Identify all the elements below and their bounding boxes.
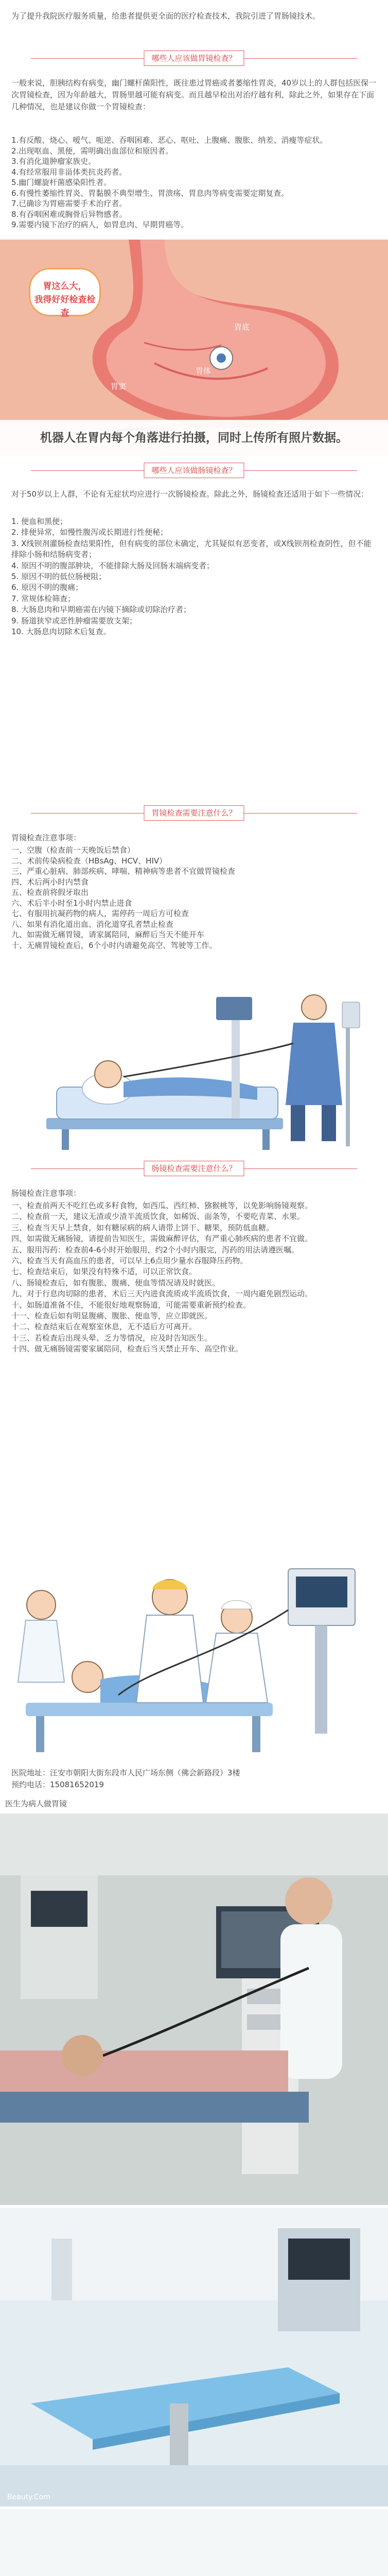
list-item: 6. 原因不明的腹痛； xyxy=(11,583,83,592)
list-item: 9. 肠道狭窄或恶性肿瘤需要放支架； xyxy=(11,616,137,625)
list-item: 三、严重心脏病、肺部疾病、哮喘、精神病等患者不宜做胃镜检查 xyxy=(11,867,236,876)
list-item: 十一、检查后如有明显腹痛、腹胀、便血等，应立即就医。 xyxy=(11,1311,213,1321)
list-item: 五、检查前将假牙取出 xyxy=(11,888,89,897)
section-title: 哪些人应该做胃镜检查？ xyxy=(144,50,244,66)
stomach-label-fundus: 胃底 xyxy=(234,323,250,332)
cartoon-drawing xyxy=(0,1548,388,1759)
photo-procedure-room xyxy=(0,2208,388,2506)
list-item: 七、检查结束后，如果没有特殊不适，可以正常饮食。 xyxy=(11,1267,197,1277)
list-item: 十四、做无痛肠镜需要家属陪同，检查后当天禁止开车、高空作业。 xyxy=(11,1344,243,1354)
section-title: 哪些人应该做肠镜检查？ xyxy=(144,463,244,478)
list-item: 七、有服用抗凝药物的病人，需停药一周后方可检查 xyxy=(11,909,189,918)
section-title: 胃镜检查需要注意什么？ xyxy=(144,805,244,821)
section2-intro: 对于50岁以上人群，不论有无症状均应进行一次肠镜检查。除此之外，肠镜检查还适用于如下一些情况： xyxy=(11,489,369,499)
list-item: 2. 排便异常，如慢性腹泻或长期进行性便秘； xyxy=(11,528,168,537)
bubble-text: 好好检查检查 xyxy=(51,295,96,318)
photo-recovery-room xyxy=(0,2509,388,2576)
gastroscopy-notes-list xyxy=(11,845,377,951)
list-item: 5. 原因不明的低位肠梗阻； xyxy=(11,572,107,582)
list-item: 4. 原因不明的腹部肿块，不能排除大肠及回肠末端病变者； xyxy=(11,561,215,570)
stomach-label-body: 胃体 xyxy=(196,366,211,376)
illustration-caption: 机器人在胃内每个角落进行拍摄，同时上传所有照片数据。 xyxy=(0,420,388,456)
bubble-text: 胃这么大， xyxy=(43,281,87,292)
list-item: 4.有经常服用非甾体类抗炎药者。 xyxy=(11,167,127,177)
list-item: 八、如果有消化道出血、消化道穿孔者禁止检查 xyxy=(11,919,174,929)
list-item: 8. 大肠息肉和早期癌需在内镜下摘除或切除治疗者； xyxy=(11,605,191,615)
list-item: 3. X线钡剂灌肠检查结果阳性，但有病变的部位未确定，尤其疑似有恶变者，或X线钡剂检查阴性，但不能排除小肠和结肠病变者； xyxy=(11,538,372,560)
hospital-address: 医院地址：汪安市朝阳大街东段市人民广场东侧（佛会新路段）3楼 xyxy=(11,1768,240,1777)
list-item: 五、服用泻药：检查前4-6小时开始服用，约2个小时内服完，泻药的用法请遵医嘱。 xyxy=(11,1245,299,1255)
list-item: 3.有消化道肿瘤家族史。 xyxy=(11,157,96,166)
recovery-room-photo xyxy=(0,2509,388,2576)
speech-bubble xyxy=(29,268,101,316)
list-item: 7. 常规体检筛查； xyxy=(11,594,76,603)
list-item: 一、空腹（检查前一天晚饭后禁食） xyxy=(11,845,135,855)
list-item: 5.幽门螺旋杆菌感染阳性者。 xyxy=(11,178,112,187)
list-item: 四、术后两小时内禁食 xyxy=(11,877,89,887)
list-item: 7.已确诊为胃癌需要手术治疗者。 xyxy=(11,199,127,208)
photo-caption: 医生为病人做胃镜 xyxy=(5,1799,67,1808)
gastroscopy-procedure-illustration xyxy=(0,971,388,1154)
list-item: 十、无痛胃镜检查后，6个小时内请避免高空、驾驶等工作。 xyxy=(11,940,217,950)
colonoscopy-illustration xyxy=(0,1548,388,1759)
list-item: 九、如需做无痛胃镜，请家属陪同，麻醉后当天不能开车 xyxy=(11,930,205,939)
section-header-colonoscopy-who xyxy=(0,459,388,483)
list-item: 二、检查前一天，建议无渣或少渣半流质饮食，如稀饭、面条等，不要吃青菜、水果。 xyxy=(11,1212,305,1222)
list-item: 九、对于行息肉切除的患者，术后三天内进食流质或半流质饮食，一周内避免剧烈运动。 xyxy=(11,1289,313,1299)
colonoscopy-indication-list xyxy=(11,516,377,637)
endoscopy-photo xyxy=(0,1814,388,2205)
intro-text: 为了提升我院医疗服务质量，给患者提供更全面的医疗检查技术，我院引进了胃肠镜技术。 xyxy=(11,11,321,21)
list-item: 2.出现呕血、黑便，需明确出血部位和原因者。 xyxy=(11,146,173,156)
list-item: 四、如需做无痛肠镜，请提前告知医生，需做麻醉评估，有严重心肺疾病的患者不宜做。 xyxy=(11,1234,313,1244)
gastroscopy-indication-list xyxy=(11,135,377,230)
photo-endoscopy-room xyxy=(0,1814,388,2205)
list-item: 六、检查当天有高血压的患者，可以早上6点用少量水吞服降压药物。 xyxy=(11,1256,248,1266)
section3-heading: 胃镜检查注意事项： xyxy=(11,833,81,842)
list-item: 六、术后半小时至1小时内禁止进食 xyxy=(11,898,132,908)
list-item: 1. 便血和黑便； xyxy=(11,517,68,526)
list-item: 二、术前传染病检查（HBsAg、HCV、HIV） xyxy=(11,856,167,866)
procedure-room-photo xyxy=(0,2208,388,2506)
colonoscopy-notes-list xyxy=(11,1200,377,1355)
stomach-illustration xyxy=(0,240,388,456)
section-title: 肠镜检查需要注意什么？ xyxy=(144,1161,244,1176)
appointment-phone: 预约电话：15081652019 xyxy=(11,1780,104,1789)
list-item: 八、肠镜检查后，如有腹胀、腹痛、便血等情况请及时就医。 xyxy=(11,1278,220,1287)
list-item: 十三、若检查后出现头晕、乏力等情况，应及时告知医生。 xyxy=(11,1333,213,1343)
list-item: 三、检查当天早上禁食，如有糖尿病的病人请带上饼干、糖果，预防低血糖。 xyxy=(11,1223,274,1232)
section-header-colonoscopy-notes xyxy=(0,1157,388,1181)
bubble-text: 我得 xyxy=(34,295,52,305)
photo-watermark: Beauty.Com xyxy=(7,2493,50,2501)
stomach-label-antrum: 胃窦 xyxy=(111,382,127,391)
list-item: 9.需要内镜下治疗的病人，如胃息肉、早期胃癌等。 xyxy=(11,220,189,229)
list-item: 1.有反酸、烧心、嗳气、呃逆、吞咽困难、恶心、呕吐、上腹痛、腹胀、纳差、消瘦等症状。 xyxy=(11,135,328,145)
list-item: 十二、检查结束后在观察室休息，无不适后方可离开。 xyxy=(11,1322,197,1332)
section-header-gastroscopy-who xyxy=(0,46,388,71)
procedure-drawing xyxy=(0,971,388,1154)
section-header-gastroscopy-notes xyxy=(0,801,388,826)
list-item: 8.有吞咽困难或胸骨后异物感者。 xyxy=(11,209,127,219)
list-item: 十、如肠道准备不佳，不能很好地观察肠道，可能需要重新预约检查。 xyxy=(11,1300,251,1310)
list-item: 10. 大肠息肉切除术后复查。 xyxy=(11,627,111,637)
section1-intro: 一般来说，胆胰结构有病变，幽门螺杆菌阳性，既往患过胃癌或者萎缩性胃炎，40岁以上的人群包括医保一次胃镜检查，因为年龄越大，胃肠里越可能有病变。而且越早检出对治疗越有利，除此之外，如果存在下面几种情况，也是建议你做一个胃镜检查： xyxy=(11,78,377,111)
list-item: 6.有慢性萎缩性胃炎、胃黏膜不典型增生、胃溃疡、胃息肉等病变需要定期复查。 xyxy=(11,188,289,198)
list-item: 一、检查前两天不吃红色或多籽食物，如西瓜、西红柿、猕猴桃等，以免影响肠镜观察。 xyxy=(11,1201,313,1210)
section4-heading: 肠镜检查注意事项： xyxy=(11,1189,81,1198)
